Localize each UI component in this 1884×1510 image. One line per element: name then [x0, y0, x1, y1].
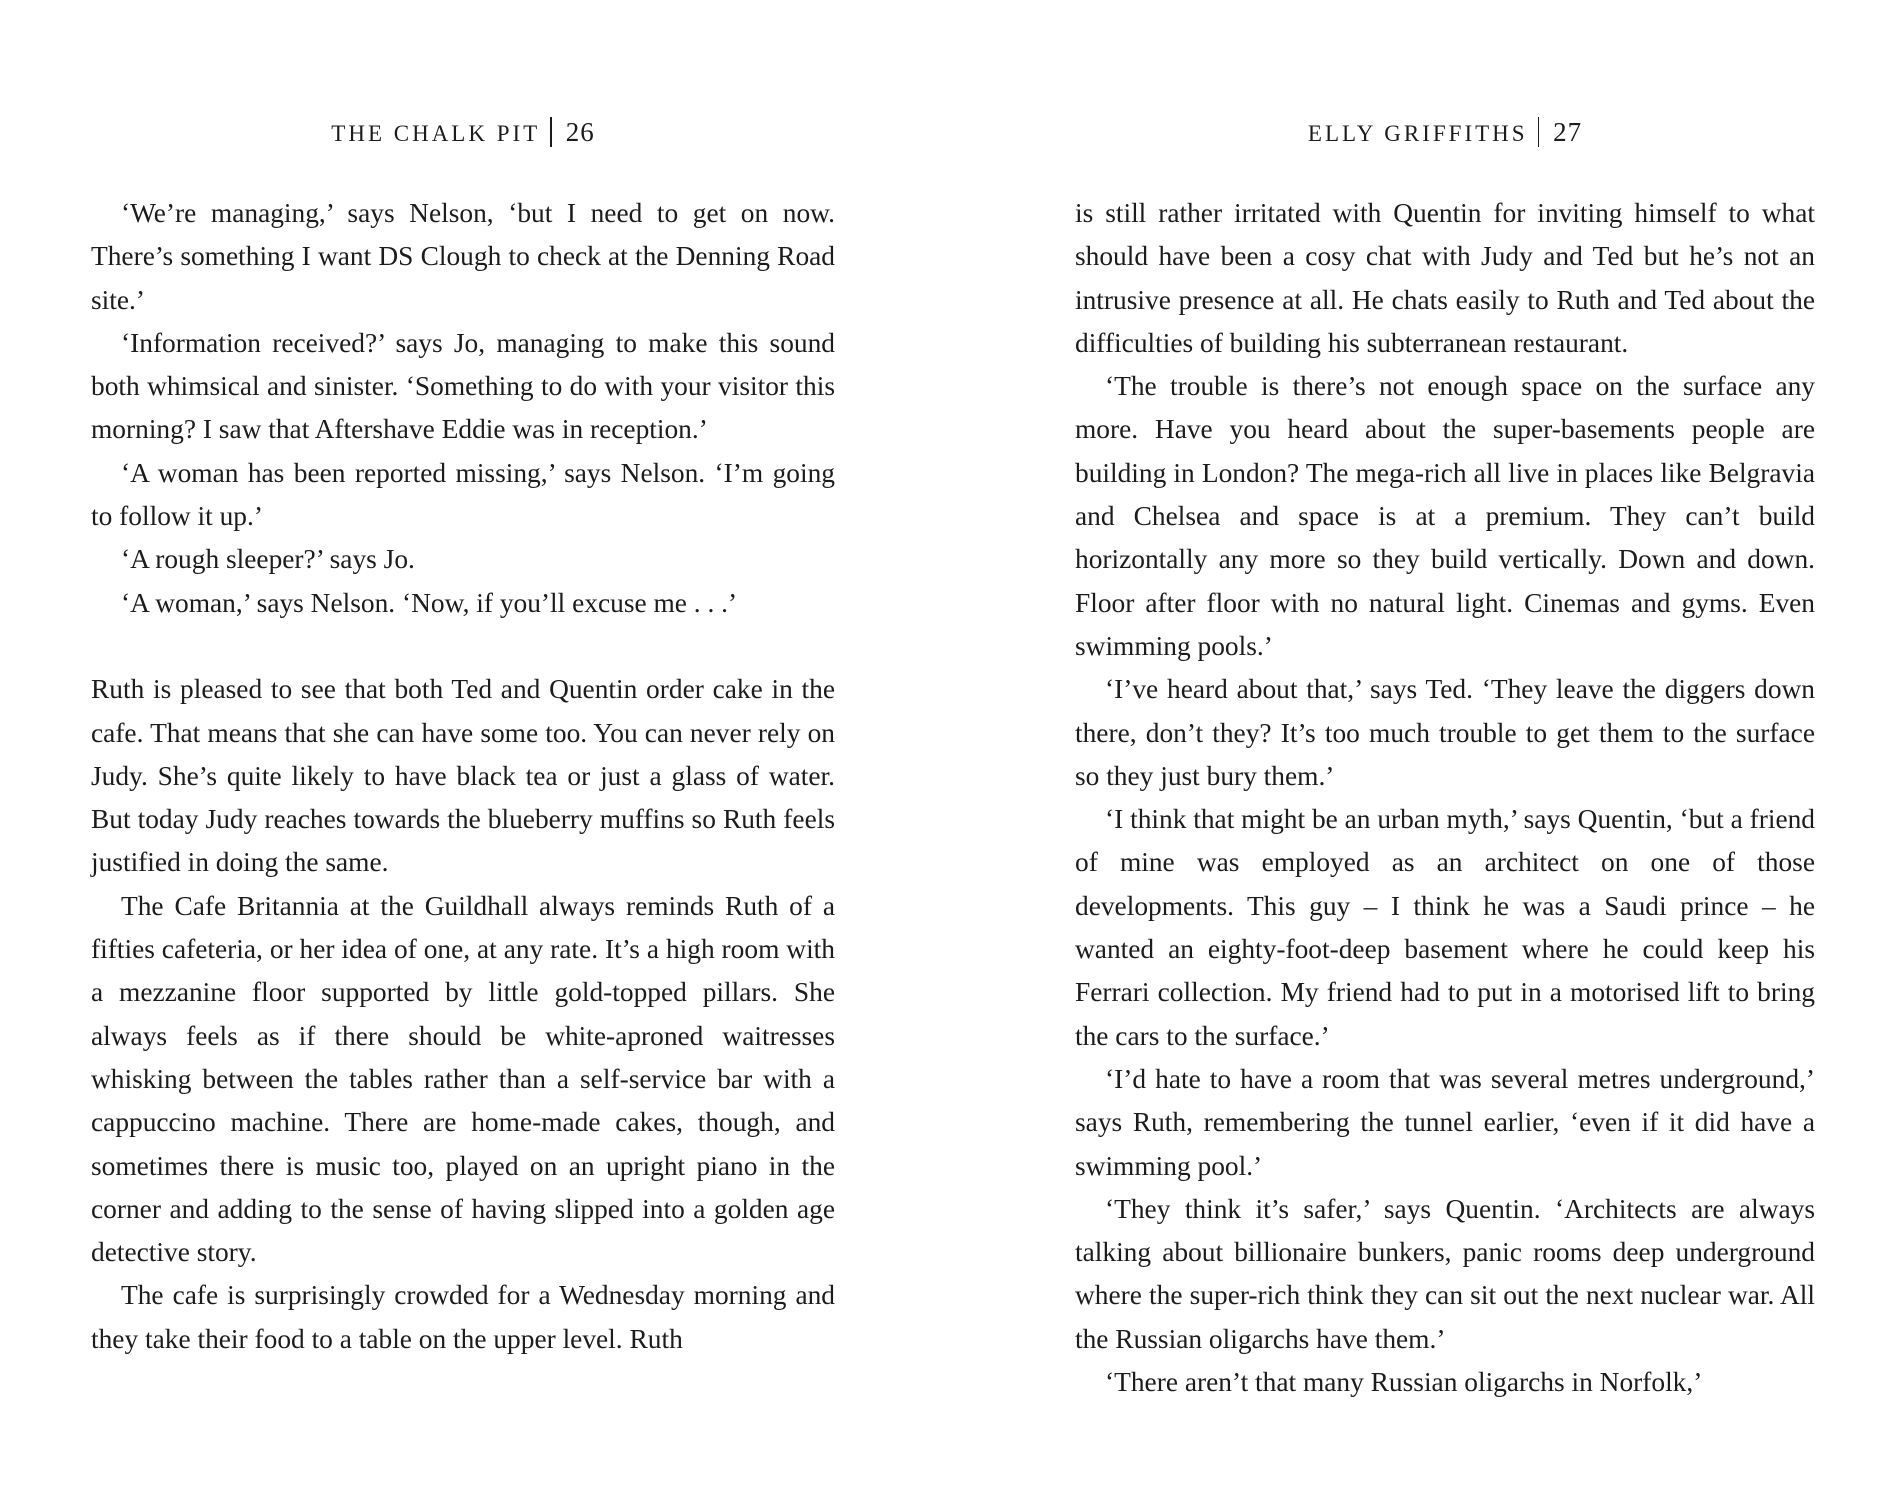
paragraph: ‘A rough sleeper?’ says Jo.	[121, 544, 415, 575]
header-divider	[550, 117, 552, 147]
paragraph: ‘I’ve heard about that,’ says Ted. ‘They leave the diggers down there, don’t they? It’s too much trouble to get them to the surface so they just bury them.’	[1075, 674, 1815, 791]
header-divider	[1538, 117, 1540, 147]
left-body-text	[91, 192, 835, 1361]
right-page-number: 27	[1553, 117, 1583, 147]
paragraph: ‘There aren’t that many Russian oligarchs in Norfolk,’	[1105, 1367, 1703, 1398]
author-name: ELLY GRIFFITHS	[1307, 121, 1528, 146]
paragraph: ‘The trouble is there’s not enough space on the surface any more. Have you heard about the super-basements people are building in London? The mega-rich all live in places like Belgravia and Chelsea and space is at a premium. They can’t build horizontally any more so they build vertically. Down and down. Floor after floor with no natural light. Cinemas and gyms. Even swimming pools.’	[1075, 371, 1815, 661]
paragraph: Ruth is pleased to see that both Ted and Quentin order cake in the cafe. That means that she can have some too. You can never rely on Judy. She’s quite likely to have black tea or just a glass of water. But today Judy reaches towards the blueberry muffins so Ruth feels justified in doing the same.	[91, 674, 835, 878]
section-break	[91, 625, 835, 668]
left-page	[91, 0, 835, 1510]
paragraph: ‘A woman has been reported missing,’ says Nelson. ‘I’m going to follow it up.’	[91, 457, 835, 532]
paragraph: is still rather irritated with Quentin for inviting himself to what should have been a cosy chat with Judy and Ted but he’s not an intrusive presence at all. He chats easily to Ruth and Ted about the difficulties of building his subterranean restaurant.	[1075, 198, 1815, 358]
paragraph: ‘We’re managing,’ says Nelson, ‘but I need to get on now. There’s something I want DS Clough to check at the Denning Road site.’	[91, 198, 835, 315]
paragraph: The cafe is surprisingly crowded for a Wednesday morning and they take their food to a table on the upper level. Ruth	[91, 1280, 835, 1354]
paragraph: The Cafe Britannia at the Guildhall always reminds Ruth of a fifties cafeteria, or her idea of one, at any rate. It’s a high room with a mezzanine floor supported by little gold-topped pillars. She always feels as if there should be white-aproned waitresses whisking between the tables rather than a self-service bar with a cappuccino machine. There are home-made cakes, though, and sometimes there is music too, played on an upright piano in the corner and adding to the sense of having slipped into a golden age detective story.	[91, 890, 835, 1268]
right-page	[1075, 0, 1815, 1510]
right-body-text	[1075, 192, 1815, 1404]
paragraph: ‘Information received?’ says Jo, managing to make this sound both whimsical and sinister. ‘Something to do with your visitor this morning? I saw that Aftershave Eddie was in reception.’	[91, 327, 835, 445]
paragraph: ‘I think that might be an urban myth,’ says Quentin, ‘but a friend of mine was employed as an architect on one of those developments. This guy – I think he was a Saudi prince – he wanted an eighty-foot-deep basement where he could keep his Ferrari collection. My friend had to put in a motorised lift to bring the cars to the surface.’	[1075, 804, 1815, 1051]
left-page-number: 26	[565, 117, 595, 147]
paragraph: ‘I’d hate to have a room that was several metres underground,’ says Ruth, remembering the tunnel earlier, ‘even if it did have a swimming pool.’	[1075, 1063, 1815, 1181]
book-title: THE CHALK PIT	[331, 121, 541, 146]
left-running-head	[91, 114, 835, 152]
right-running-head	[1075, 114, 1815, 152]
paragraph: ‘A woman,’ says Nelson. ‘Now, if you’ll excuse me . . .’	[121, 587, 738, 618]
paragraph: ‘They think it’s safer,’ says Quentin. ‘Architects are always talking about billionaire bunkers, panic rooms deep underground where the super-rich think they can sit out the next nuclear war. All the Russian oligarchs have them.’	[1075, 1193, 1815, 1354]
